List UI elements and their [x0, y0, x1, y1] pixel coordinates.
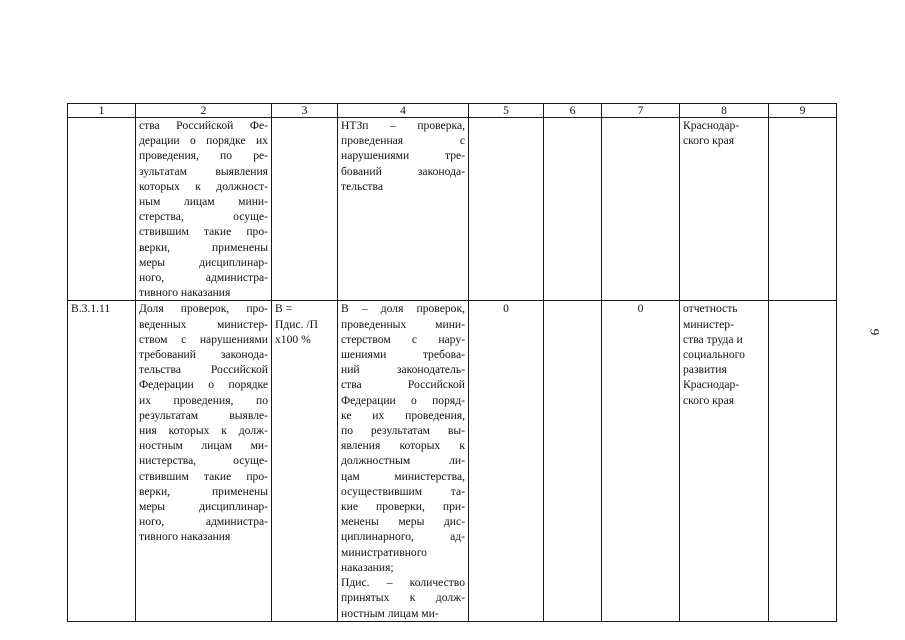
cell-text-line: шениями требова-	[341, 348, 465, 362]
cell-text-line: В – доля проверок,	[341, 302, 465, 316]
cell-text-line: нистерства, осуще-	[139, 454, 268, 468]
cell-text-line: ства Российской Фе-	[139, 119, 268, 132]
cell-text-line: ке их проведения,	[341, 408, 465, 422]
cell-text-line: тивного наказания	[139, 286, 231, 300]
cell-text-line: Доля проверок, про-	[139, 302, 268, 316]
cell-text-line: проведения, по ре-	[139, 149, 268, 163]
cell-text-line: ского края	[683, 134, 735, 148]
cell-text-line: ний законодатель-	[341, 363, 465, 377]
column-number-row	[68, 104, 837, 118]
cell-text-line: ния которых к долж-	[139, 424, 268, 438]
cell-text-line: ностным лицам ми-	[139, 439, 268, 453]
cell-text-line: дерации о порядке их	[139, 134, 268, 148]
indicators-table	[67, 103, 837, 622]
row1-col5-cell	[469, 118, 544, 301]
column-header-5: 5	[469, 104, 544, 118]
column-header-6: 6	[544, 104, 602, 118]
cell-text-line: должностным ли-	[341, 454, 465, 468]
cell-text-line: Пдис. /П	[275, 317, 319, 331]
cell-text-line: х100 %	[275, 332, 311, 346]
cell-text-line: меры дисциплинар-	[139, 255, 268, 269]
row1-source-cell	[680, 118, 769, 301]
cell-text-line: зультатам выявления	[139, 164, 268, 178]
cell-text-line: Федерации о порядке	[139, 378, 268, 392]
column-header-2: 2	[136, 104, 272, 118]
cell-text-line: Федерации о поряд-	[341, 393, 465, 407]
cell-text-line: принятых к долж-	[341, 591, 465, 605]
cell-text-line: тивного наказания	[139, 530, 231, 544]
cell-text-line: нарушениями тре-	[341, 149, 465, 163]
row2-source-cell	[680, 301, 769, 621]
cell-text-line: тельства Российской	[139, 363, 268, 377]
cell-text-line: проведенная с	[341, 134, 465, 148]
row1-col9-cell	[769, 118, 837, 301]
cell-text-line: верки, применены	[139, 240, 268, 254]
row2-formula-cell	[272, 301, 338, 621]
cell-text-line: социального	[683, 348, 745, 362]
cell-text-line: Краснодар-	[683, 378, 740, 392]
row2-description-cell	[338, 301, 469, 621]
cell-text-line: ствившим такие про-	[139, 225, 268, 239]
cell-text-line: В =	[275, 302, 293, 316]
cell-text-line: ского края	[683, 393, 735, 407]
cell-text-line: ства труда и	[683, 332, 743, 346]
cell-text-line: Краснодар-	[683, 119, 740, 132]
cell-text-line: министер-	[683, 317, 734, 331]
row1-code-cell	[68, 118, 136, 301]
cell-text-line: наказания;	[341, 560, 394, 574]
column-header-3: 3	[272, 104, 338, 118]
cell-text-line: осуществившим та-	[341, 484, 465, 498]
cell-text-line: министративного	[341, 545, 427, 559]
cell-text-line: их проведения, по	[139, 393, 268, 407]
cell-text-line: Пдис. – количество	[341, 576, 465, 590]
row2-indicator-cell	[136, 301, 272, 621]
row2-col9-cell	[769, 301, 837, 621]
cell-text-line: ного, администра-	[139, 515, 268, 529]
cell-text-line: ством с нарушениями	[139, 332, 268, 346]
table-row	[68, 118, 837, 301]
row1-formula-cell	[272, 118, 338, 301]
cell-text-line: менены меры дис-	[341, 515, 465, 529]
page-number: 9	[867, 328, 883, 336]
cell-text-line: верки, применены	[139, 484, 268, 498]
cell-text-line: проведенных мини-	[341, 317, 465, 331]
table-row	[68, 301, 837, 621]
column-header-7: 7	[602, 104, 680, 118]
row1-col6-cell	[544, 118, 602, 301]
row1-indicator-cell	[136, 118, 272, 301]
cell-text-line: меры дисциплинар-	[139, 500, 268, 514]
cell-text-line: тельства	[341, 179, 383, 193]
cell-text-line: веденных министер-	[139, 317, 268, 331]
cell-text-line: циплинарного, ад-	[341, 530, 465, 544]
cell-text-line: цам министерства,	[341, 469, 465, 483]
row2-code-cell: В.3.1.11	[68, 301, 136, 621]
column-header-9: 9	[769, 104, 837, 118]
row2-col5-cell: 0	[469, 301, 544, 621]
cell-text-line: кие проверки, при-	[341, 500, 465, 514]
column-header-1: 1	[68, 104, 136, 118]
cell-text-line: стерства, осуще-	[139, 210, 268, 224]
cell-text-line: по результатам вы-	[341, 424, 465, 438]
row2-col6-cell	[544, 301, 602, 621]
cell-text-line: НТЗп – проверка,	[341, 119, 465, 132]
cell-text-line: ства Российской	[341, 378, 465, 392]
cell-text-line: ностным лицам ми-	[341, 606, 439, 620]
cell-text-line: ствившим такие про-	[139, 469, 268, 483]
row1-description-cell	[338, 118, 469, 301]
cell-text-line: ного, администра-	[139, 271, 268, 285]
cell-text-line: требований законода-	[139, 348, 268, 362]
cell-text-line: развития	[683, 363, 727, 377]
cell-text-line: ным лицам мини-	[139, 195, 268, 209]
cell-text-line: стерством с нару-	[341, 332, 465, 346]
cell-text-line: отчетность	[683, 302, 738, 316]
cell-text-line: явления которых к	[341, 439, 465, 453]
column-header-4: 4	[338, 104, 469, 118]
cell-text-line: бований законода-	[341, 164, 465, 178]
row1-col7-cell	[602, 118, 680, 301]
row2-col7-cell: 0	[602, 301, 680, 621]
cell-text-line: которых к должност-	[139, 179, 268, 193]
cell-text-line: результатам выявле-	[139, 408, 268, 422]
column-header-8: 8	[680, 104, 769, 118]
